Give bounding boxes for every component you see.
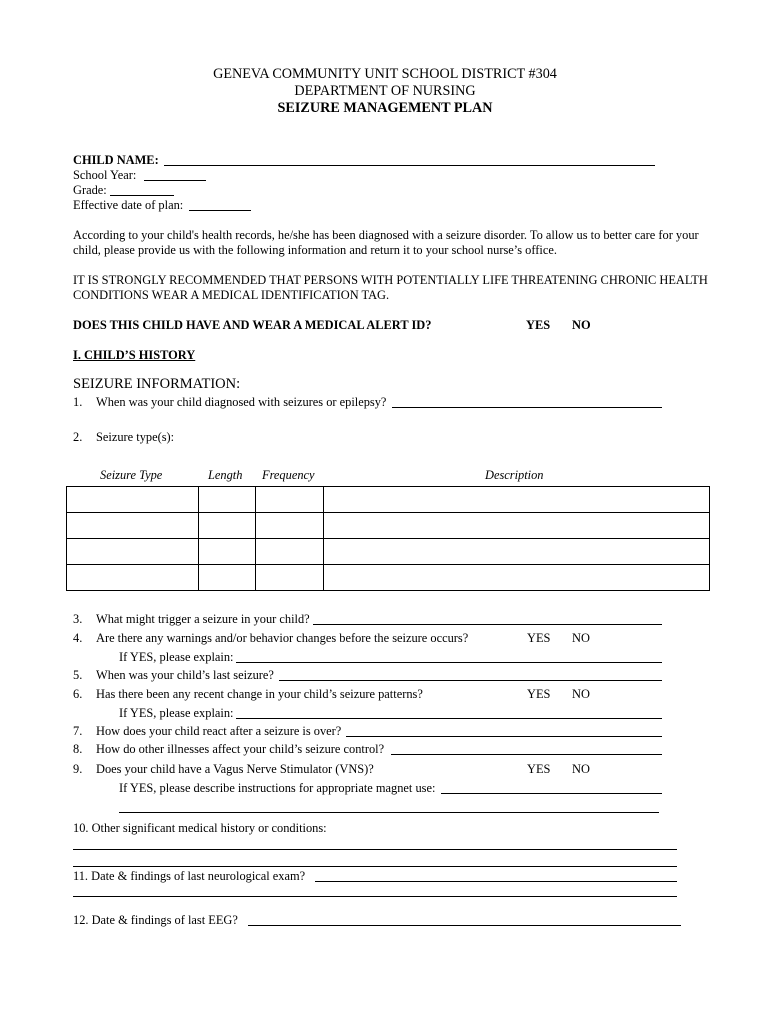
q7-text: How does your child react after a seizure is over? <box>96 724 342 738</box>
q9-explain-field-2[interactable] <box>119 812 659 813</box>
frequency-cell[interactable] <box>256 513 324 539</box>
q6-yes[interactable]: YES <box>527 687 551 701</box>
q10-answer-field-1[interactable] <box>73 849 677 850</box>
q8-answer-field[interactable] <box>391 754 662 755</box>
q9-explain-field[interactable] <box>441 793 662 794</box>
q4-text: Are there any warnings and/or behavior changes before the seizure occurs? <box>96 631 469 645</box>
q11-answer-field-1[interactable] <box>315 881 677 882</box>
table-header-description: Description <box>485 468 544 482</box>
school-year-label: School Year: <box>73 168 137 182</box>
q9-number: 9. <box>73 762 83 776</box>
seizure-type-cell[interactable] <box>67 539 199 565</box>
length-cell[interactable] <box>199 539 256 565</box>
seizure-table <box>66 486 710 591</box>
table-row <box>67 487 710 513</box>
department-title: DEPARTMENT OF NURSING <box>294 83 476 99</box>
warning-line-1: IT IS STRONGLY RECOMMENDED THAT PERSONS WITH POTENTIALLY LIFE THREATENING CHRONIC HEALTH <box>73 273 708 287</box>
q9-yes[interactable]: YES <box>527 762 551 776</box>
q9-text: Does your child have a Vagus Nerve Stimulator (VNS)? <box>96 762 374 776</box>
q6-explain-label: If YES, please explain: <box>119 706 234 720</box>
description-cell[interactable] <box>324 565 710 591</box>
q6-explain-field[interactable] <box>236 718 662 719</box>
intro-line-2: child, please provide us with the following information and return it to your school nurse’s office. <box>73 243 557 257</box>
effective-date-label: Effective date of plan: <box>73 198 184 212</box>
grade-label: Grade: <box>73 183 107 197</box>
child-name-label: CHILD NAME: <box>73 153 159 167</box>
q11-text: 11. Date & findings of last neurological exam? <box>73 869 306 883</box>
grade-field[interactable] <box>110 195 174 196</box>
seizure-type-cell[interactable] <box>67 513 199 539</box>
warning-line-2: CONDITIONS WEAR A MEDICAL IDENTIFICATION TAG. <box>73 288 390 302</box>
q1-text: When was your child diagnosed with seizures or epilepsy? <box>96 395 387 409</box>
q6-number: 6. <box>73 687 83 701</box>
q10-answer-field-2[interactable] <box>73 866 677 867</box>
description-cell[interactable] <box>324 487 710 513</box>
q4-number: 4. <box>73 631 83 645</box>
length-cell[interactable] <box>199 513 256 539</box>
q6-text: Has there been any recent change in your child’s seizure patterns? <box>96 687 423 701</box>
alert-id-question: DOES THIS CHILD HAVE AND WEAR A MEDICAL ALERT ID? <box>73 318 432 332</box>
q11-answer-field-2[interactable] <box>73 896 677 897</box>
table-row <box>67 513 710 539</box>
length-cell[interactable] <box>199 565 256 591</box>
effective-date-field[interactable] <box>189 210 251 211</box>
q7-answer-field[interactable] <box>346 736 662 737</box>
intro-line-1: According to your child's health records, he/she has been diagnosed with a seizure disorder. To allow us to better care for your <box>73 228 699 242</box>
district-title: GENEVA COMMUNITY UNIT SCHOOL DISTRICT #304 <box>213 66 557 82</box>
q7-number: 7. <box>73 724 83 738</box>
q3-text: What might trigger a seizure in your child? <box>96 612 310 626</box>
q2-text: Seizure type(s): <box>96 430 175 444</box>
q12-answer-field[interactable] <box>248 925 681 926</box>
alert-id-yes[interactable]: YES <box>526 318 551 332</box>
q4-explain-label: If YES, please explain: <box>119 650 234 664</box>
q4-explain-field[interactable] <box>236 662 662 663</box>
q6-no[interactable]: NO <box>572 687 590 701</box>
q5-number: 5. <box>73 668 83 682</box>
child-name-field[interactable] <box>164 165 655 166</box>
description-cell[interactable] <box>324 539 710 565</box>
q5-text: When was your child’s last seizure? <box>96 668 274 682</box>
section-heading: I. CHILD’S HISTORY <box>73 348 196 362</box>
frequency-cell[interactable] <box>256 565 324 591</box>
seizure-info-heading: SEIZURE INFORMATION: <box>73 376 241 392</box>
table-row <box>67 539 710 565</box>
q4-yes[interactable]: YES <box>527 631 551 645</box>
description-cell[interactable] <box>324 513 710 539</box>
table-header-seizure-type: Seizure Type <box>100 468 163 482</box>
q12-text: 12. Date & findings of last EEG? <box>73 913 238 927</box>
q2-number: 2. <box>73 430 83 444</box>
length-cell[interactable] <box>199 487 256 513</box>
seizure-type-cell[interactable] <box>67 565 199 591</box>
q1-number: 1. <box>73 395 83 409</box>
school-year-field[interactable] <box>144 180 206 181</box>
page-title: SEIZURE MANAGEMENT PLAN <box>277 100 493 116</box>
q10-text: 10. Other significant medical history or conditions: <box>73 821 327 835</box>
frequency-cell[interactable] <box>256 487 324 513</box>
frequency-cell[interactable] <box>256 539 324 565</box>
table-header-length: Length <box>208 468 243 482</box>
q4-no[interactable]: NO <box>572 631 590 645</box>
q9-explain-label: If YES, please describe instructions for appropriate magnet use: <box>119 781 436 795</box>
q5-answer-field[interactable] <box>279 680 662 681</box>
q3-answer-field[interactable] <box>313 624 662 625</box>
q1-answer-field[interactable] <box>392 407 662 408</box>
q9-no[interactable]: NO <box>572 762 590 776</box>
q8-text: How do other illnesses affect your child’s seizure control? <box>96 742 385 756</box>
seizure-type-cell[interactable] <box>67 487 199 513</box>
q3-number: 3. <box>73 612 83 626</box>
alert-id-no[interactable]: NO <box>572 318 591 332</box>
table-row <box>67 565 710 591</box>
table-header-frequency: Frequency <box>262 468 315 482</box>
q8-number: 8. <box>73 742 83 756</box>
